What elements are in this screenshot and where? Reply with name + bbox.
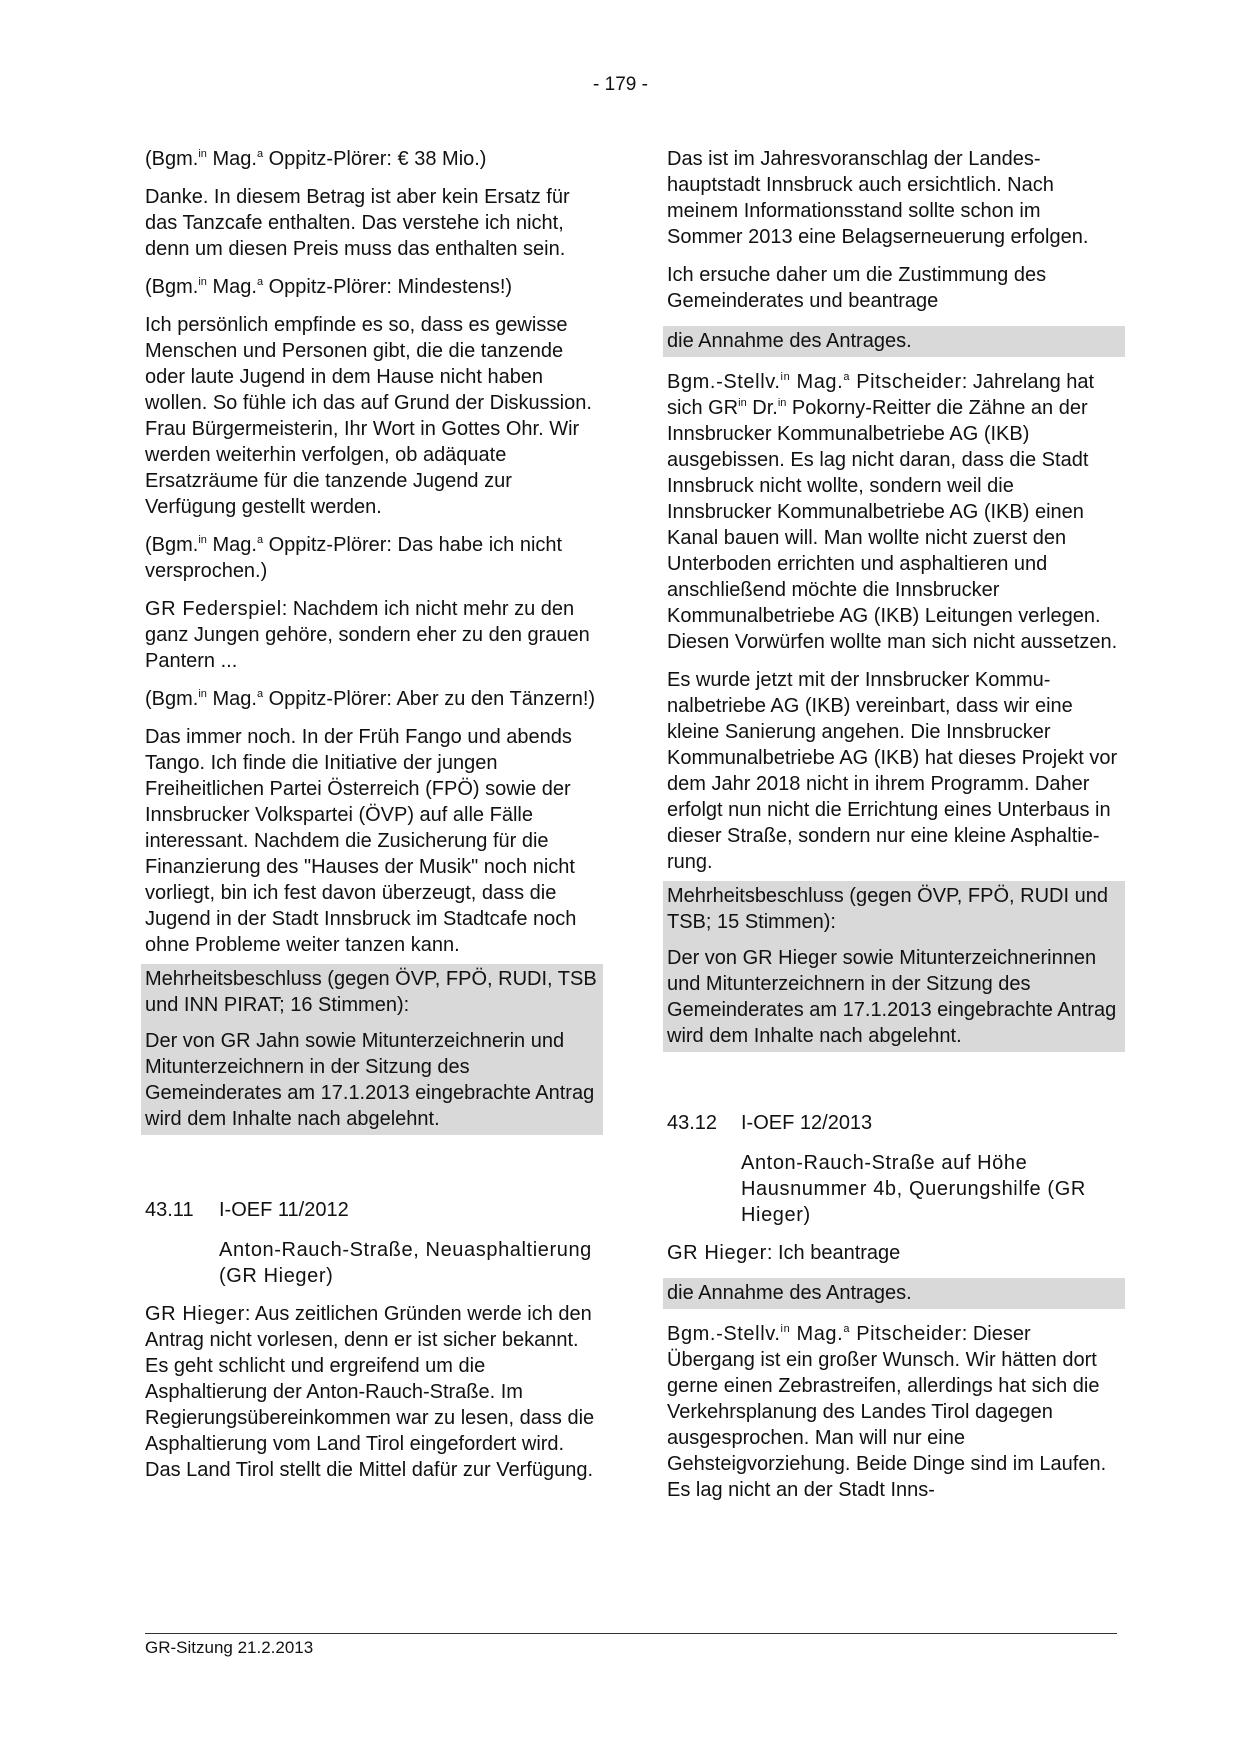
resolution-body: Der von GR Hieger sowie Mitunterzeichnerinnen und Mitunterzeichnern in der Sitzung des Gemeinderates am 17.1.2013 eingebrachte Antrag wird dem Inhalte nach abgelehnt. xyxy=(663,940,1125,1052)
agenda-item-code: I-OEF 11/2012 xyxy=(219,1199,349,1221)
speech-paragraph: Bgm.-Stellv.$^{in}$ Mag.$^a$ Pitscheider: Jahrelang hat sich $GR^{in}$ Dr.$^{in}$ Pokorny-Reitter die Zähne an der Innsbrucker Kommunalbetriebe AG (IKB) ausgebissen. Es lag nicht daran, dass die Stadt Innsbruck nicht wollte, sondern weil die Innsbrucker Kommunalbetriebe AG (IKB) einen Kanal bauen will. Man wollte nicht zuerst den Unterboden errichten und asphaltieren und anschließend möchte die Innsbrucker Kommunalbetriebe AG (IKB) Leitungen verlegen. Diesen Vorwürfen wollte man sich nicht aussetzen. xyxy=(667,371,1118,653)
speech-paragraph: GR Hieger: Aus zeitlichen Gründen werde ich den Antrag nicht vorlesen, denn er ist sicher bekannt. Es geht schlicht und ergreifend um die Asphaltierung der Anton-Rauch-Straße. Im Regierungsübereinkommen war zu lesen, dass die Asphaltierung vom Land Tirol eingefordert wird. Das Land Tirol stellt die Mittel dafür zur Verfügung. xyxy=(145,1303,595,1481)
speaker-name: GR Federspiel xyxy=(145,598,282,620)
resolution-body: Der von GR Jahn sowie Mitunterzeichnerin und Mitunterzeichnern in der Sitzung des Gemeinderates am 17.1.2013 eingebrachte Antrag wird dem Inhalte nach abgelehnt. xyxy=(141,1023,603,1135)
agenda-item-title: Anton-Rauch-Straße auf Höhe Hausnummer 4b, Querungshilfe (GR Hieger) xyxy=(741,1152,1086,1226)
agenda-item-number: 43.12 xyxy=(667,1112,718,1134)
speech-paragraph: Das immer noch. In der Früh Fango und abends Tango. Ich finde die Initiative der jungen Freiheitlichen Partei Österreich (FPÖ) sowie der Innsbrucker Volkspartei (ÖVP) auf alle Fälle interessant. Nachdem die Zusicherung für die Finanzierung des "Hauses der Musik" noch nicht vorliegt, bin ich fest davon überzeugt, dass die Jugend in der Stadt Innsbruck im Stadtcafe noch ohne Probleme weiter tanzen kann. xyxy=(145,726,577,956)
motion-request: die Annahme des Antrages. xyxy=(663,1278,1125,1309)
motion-request: die Annahme des Antrages. xyxy=(663,326,1125,357)
footer-divider xyxy=(145,1633,1117,1634)
speaker-name: Bgm.-Stellv.$^{in}$ Mag.$^a$ Pitscheider xyxy=(667,1323,962,1345)
agenda-item-title: Anton-Rauch-Straße, Neuasphaltierung (GR Hieger) xyxy=(219,1239,592,1287)
agenda-item-number: 43.11 xyxy=(145,1199,194,1221)
speech-paragraph: GR Federspiel: Nachdem ich nicht mehr zu den ganz Jungen gehöre, sondern eher zu den grauen Pantern ... xyxy=(145,598,590,672)
speech-paragraph: GR Hieger: Ich beantrage xyxy=(667,1242,901,1264)
agenda-item-code: I-OEF 12/2013 xyxy=(741,1112,873,1134)
speech-paragraph: Ich persönlich empfinde es so, dass es gewisse Menschen und Personen gibt, die die tanzende oder laute Jugend in dem Hause nicht haben wollen. So fühle ich das auf Grund der Diskussion. Frau Bürgermeisterin, Ihr Wort in Gottes Ohr. Wir werden weiterhin verfolgen, ob adäquate Ersatzräume für die tanzende Jugend zur Verfügung gestellt werden. xyxy=(145,314,592,518)
interjection: (Bgm.$^{in}$ Mag.$^a$ Oppitz-Plörer: € 38 Mio.) xyxy=(145,148,487,170)
speech-paragraph: Es wurde jetzt mit der Innsbrucker Kommunalbetriebe AG (IKB) vereinbart, dass wir eine kleine Sanierung angehen. Die Innsbrucker Kommunalbetriebe AG (IKB) hat dieses Projekt vor dem Jahr 2018 nicht in ihrem Programm. Daher erfolgt nun nicht die Errichtung eines Unterbaus in dieser Straße, sondern nur eine kleine Asphaltierung. xyxy=(667,669,1118,873)
speaker-name: Bgm.-Stellv.$^{in}$ Mag.$^a$ Pitscheider xyxy=(667,371,962,393)
footer-session-date: GR-Sitzung 21.2.2013 xyxy=(145,1638,314,1657)
page-number: - 179 - xyxy=(593,74,648,95)
speaker-name: GR Hieger xyxy=(145,1303,245,1325)
speech-paragraph: Danke. In diesem Betrag ist aber kein Ersatz für das Tanzcafe enthalten. Das verstehe ich nicht, denn um diesen Preis muss das enthalten sein. xyxy=(145,186,570,260)
interjection: (Bgm.$^{in}$ Mag.$^a$ Oppitz-Plörer: Aber zu den Tänzern!) xyxy=(145,688,596,710)
left-column xyxy=(145,146,599,1495)
speech-paragraph: Bgm.-Stellv.$^{in}$ Mag.$^a$ Pitscheider: Dieser Übergang ist ein großer Wunsch. Wir hätten dort gerne einen Zebrastreifen, allerdings hat sich die Verkehrsplanung des Landes Tirol dagegen ausgesprochen. Man will nur eine Gehsteigvorziehung. Beide Dinge sind im Laufen. Es lag nicht an der Stadt Inns- xyxy=(667,1323,1107,1501)
resolution-heading: Mehrheitsbeschluss (gegen ÖVP, FPÖ, RUDI und TSB; 15 Stimmen): xyxy=(663,881,1125,940)
speech-paragraph: Das ist im Jahresvoranschlag der Landeshauptstadt Innsbruck auch ersichtlich. Nach meinem Informationsstand sollte schon im Sommer 2013 eine Belagserneuerung erfolgen. xyxy=(667,148,1089,248)
speech-paragraph: Ich ersuche daher um die Zustimmung des Gemeinderates und beantrage xyxy=(667,264,1047,312)
agenda-item-heading xyxy=(667,1110,1121,1136)
agenda-item-heading xyxy=(145,1197,599,1223)
resolution-heading: Mehrheitsbeschluss (gegen ÖVP, FPÖ, RUDI, TSB und INN PIRAT; 16 Stimmen): xyxy=(141,964,603,1023)
interjection: (Bgm.$^{in}$ Mag.$^a$ Oppitz-Plörer: Mindestens!) xyxy=(145,276,513,298)
speaker-name: GR Hieger xyxy=(667,1242,767,1264)
interjection: (Bgm.$^{in}$ Mag.$^a$ Oppitz-Plörer: Das habe ich nicht versprochen.) xyxy=(145,534,563,582)
right-column xyxy=(667,146,1121,1515)
